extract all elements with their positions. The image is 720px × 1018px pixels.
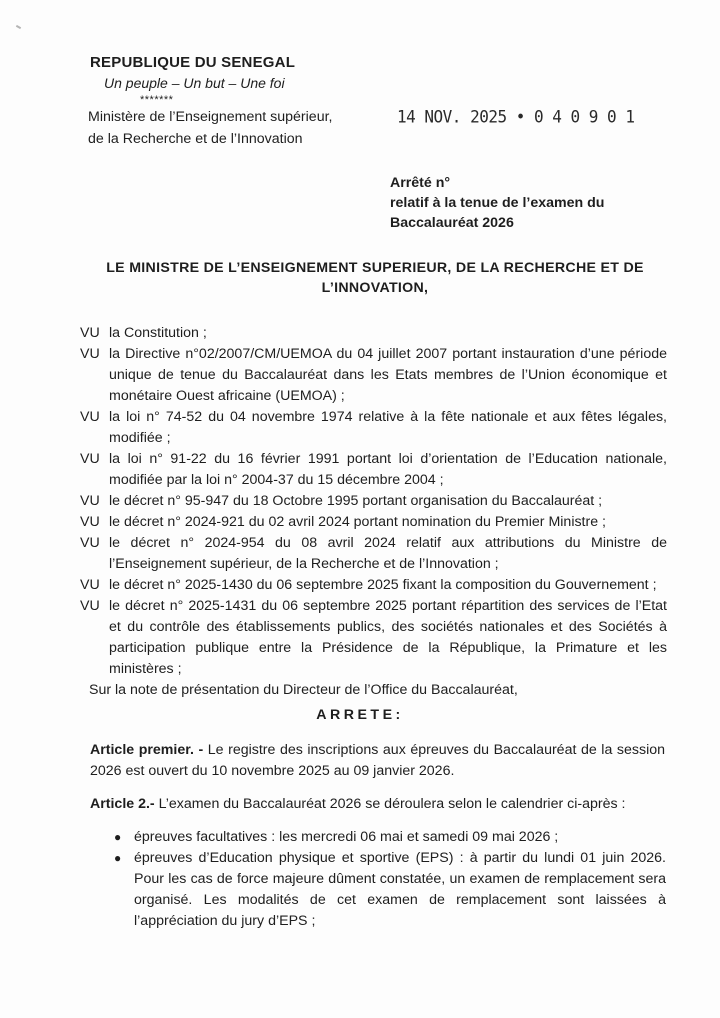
presentation-note: Sur la note de présentation du Directeur de l’Office du Baccalauréat,	[89, 682, 518, 698]
arrete-subject-line-2: Baccalauréat 2026	[390, 215, 514, 231]
visa-item	[80, 491, 667, 512]
visa-item	[80, 512, 667, 533]
article-premier-label: Article premier. -	[90, 742, 204, 758]
visa-item	[80, 449, 667, 491]
arrete-subject-line-1: relatif à la tenue de l’examen du	[390, 195, 605, 211]
visa-text: la loi n° 91-22 du 16 février 1991 portant loi d’orientation de l’Education nationale, modifiée par la loi n° 2004-37 du 15 décembre 2004 ;	[109, 451, 667, 488]
letterhead	[88, 52, 378, 150]
article-2-label: Article 2.-	[90, 796, 155, 812]
visa-text: le décret n° 95-947 du 18 Octobre 1995 portant organisation du Baccalauréat ;	[109, 493, 603, 509]
visa-text: le décret n° 2025-1430 du 06 septembre 2025 fixant la composition du Gouvernement ;	[109, 577, 657, 593]
scan-mark	[16, 25, 21, 29]
visa-prefix: VU	[80, 325, 100, 341]
arrete-reference	[390, 173, 604, 233]
visa-text: la Constitution ;	[109, 325, 207, 341]
ministry-line-2: de la Recherche et de l’Innovation	[88, 131, 303, 147]
calendar-item-text: épreuves facultatives : les mercredi 06 mai et samedi 09 mai 2026 ;	[134, 829, 559, 845]
visa-prefix: VU	[80, 409, 100, 425]
visa-prefix: VU	[80, 577, 100, 593]
visa-item	[80, 596, 667, 680]
article-2	[90, 794, 665, 815]
visa-prefix: VU	[80, 493, 100, 509]
republic-name: REPUBLIQUE DU SENEGAL	[90, 54, 296, 71]
stars-separator: *******	[140, 94, 174, 106]
visa-text: le décret n° 2025-1431 du 06 septembre 2025 portant répartition des services de l’Etat et du contrôle des établissements publics, des sociétés nationales et des Sociétés à participation publique entre la Présidence de la République, la Primature et les ministères ;	[109, 598, 667, 677]
calendar-item-text: épreuves d’Education physique et sportive (EPS) : à partir du lundi 01 juin 2026. Pour les cas de force majeure dûment constatée, un examen de remplacement sera organisé. Les modalités de cet examen de remplacement sont laissées à l’appréciation du jury d’EPS ;	[134, 850, 666, 929]
date-number-stamp: 14 NOV. 2025 • 0 4 0 9 0 1	[397, 106, 635, 127]
visa-item	[80, 533, 667, 575]
arrete-number-label: Arrêté n°	[390, 175, 451, 191]
arrete-heading: ARRETE:	[316, 707, 404, 723]
calendar-item	[114, 848, 666, 932]
visa-prefix: VU	[80, 535, 100, 551]
visa-item	[80, 575, 667, 596]
visa-text: la loi n° 74-52 du 04 novembre 1974 relative à la fête nationale et aux fêtes légales, modifiée ;	[109, 409, 667, 446]
visa-text: la Directive n°02/2007/CM/UEMOA du 04 juillet 2007 portant instauration d’une période unique de tenue du Baccalauréat dans les Etats membres de l’Union économique et monétaire Ouest africaine (UEMOA) ;	[109, 346, 667, 404]
visa-prefix: VU	[80, 514, 100, 530]
national-motto: Un peuple – Un but – Une foi	[104, 75, 285, 91]
bullet-icon: ●	[114, 830, 122, 844]
minister-title: LE MINISTRE DE L’ENSEIGNEMENT SUPERIEUR, DE LA RECHERCHE ET DE L’INNOVATION,	[106, 260, 644, 296]
visa-prefix: VU	[80, 346, 100, 362]
calendar-item	[114, 827, 666, 848]
visa-prefix: VU	[80, 598, 100, 614]
article-premier	[90, 740, 665, 782]
article-2-text: L’examen du Baccalauréat 2026 se déroulera selon le calendrier ci-après :	[154, 796, 626, 812]
article-premier-text: Le registre des inscriptions aux épreuves du Baccalauréat de la session 2026 est ouvert du 10 novembre 2025 au 09 janvier 2026.	[90, 742, 666, 779]
visa-item	[80, 323, 667, 344]
visa-prefix: VU	[80, 451, 100, 467]
ministry-line-1: Ministère de l’Enseignement supérieur,	[88, 109, 333, 125]
visa-text: le décret n° 2024-921 du 02 avril 2024 portant nomination du Premier Ministre ;	[109, 514, 606, 530]
visas-list	[80, 323, 667, 701]
visa-item	[80, 344, 667, 407]
visa-item	[80, 407, 667, 449]
visa-text: le décret n° 2024-954 du 08 avril 2024 relatif aux attributions du Ministre de l’Enseignement supérieur, de la Recherche et de l’Innovation ;	[109, 535, 667, 572]
bullet-icon: ●	[114, 851, 122, 865]
calendar-list	[114, 827, 666, 932]
